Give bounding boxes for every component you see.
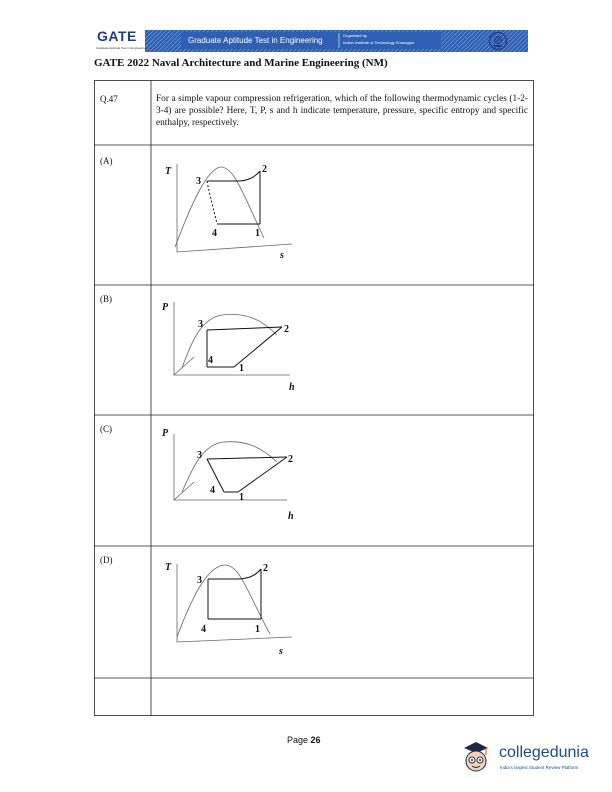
option-b-label: (B) [100, 294, 112, 304]
option-a-point-3: 3 [196, 176, 201, 187]
option-d-label: (D) [100, 555, 113, 565]
option-a-point-4: 4 [212, 228, 217, 239]
page-label: Page [287, 735, 309, 745]
option-d-point-4: 4 [201, 624, 206, 635]
option-c-point-4: 4 [210, 485, 215, 496]
paper-title: GATE 2022 Naval Architecture and Marine Engineering (NM) [94, 57, 388, 69]
option-d-point-3: 3 [197, 575, 202, 586]
option-a-point-2: 2 [262, 164, 267, 175]
option-c-label: (C) [100, 424, 112, 434]
option-b-point-3: 3 [198, 319, 203, 330]
option-d-y-axis: T [165, 562, 172, 573]
option-c-ph-diagram [152, 422, 312, 547]
option-b-x-axis: h [289, 382, 295, 393]
option-b-ph-diagram [152, 290, 312, 415]
option-c-point-3: 3 [197, 450, 202, 461]
header-band-title: Graduate Aptitude Test in Engineering [188, 36, 323, 45]
collegedunia-tagline: India's largest Student Review Platform [500, 765, 579, 770]
option-d-x-axis: s [279, 646, 283, 657]
option-d-point-1: 1 [255, 624, 260, 635]
option-b-y-axis: P [162, 302, 169, 313]
collegedunia-brand-name: collegedunia [499, 744, 589, 761]
page-number [287, 735, 321, 745]
header-organizer: Indian Institute of Technology Kharagpur [343, 40, 415, 45]
question-number: Q.47 [100, 94, 118, 104]
gate-logo-subtext: Graduate Aptitude Test in Engineering [96, 46, 147, 50]
option-c-point-1: 1 [239, 492, 244, 503]
header-organised-by: Organised by [343, 33, 367, 38]
collegedunia-mascot-icon [460, 740, 492, 776]
page-number-value: 26 [310, 735, 321, 745]
option-d-point-2: 2 [263, 563, 268, 574]
option-d-ts-diagram [152, 552, 312, 677]
option-a-x-axis: s [280, 250, 284, 261]
gate-logo: GATE [97, 28, 137, 44]
option-a-point-1: 1 [255, 228, 260, 239]
option-a-label: (A) [100, 156, 113, 166]
iit-emblem-icon [488, 31, 508, 51]
option-c-x-axis: h [288, 511, 294, 522]
option-b-point-1: 1 [239, 363, 244, 374]
option-c-point-2: 2 [288, 454, 293, 465]
question-text: For a simple vapour compression refrigeration, which of the following thermodynamic cycles (1-2-3-4) are possible? Here, T, P, s and h indicate temperature, pressure, specific entropy and specific enthalpy, respectively. [156, 94, 528, 128]
option-b-point-4: 4 [208, 355, 213, 366]
option-c-y-axis: P [162, 428, 169, 439]
option-a-ts-diagram [152, 152, 312, 277]
option-b-point-2: 2 [284, 324, 289, 335]
option-a-y-axis: T [165, 166, 172, 177]
